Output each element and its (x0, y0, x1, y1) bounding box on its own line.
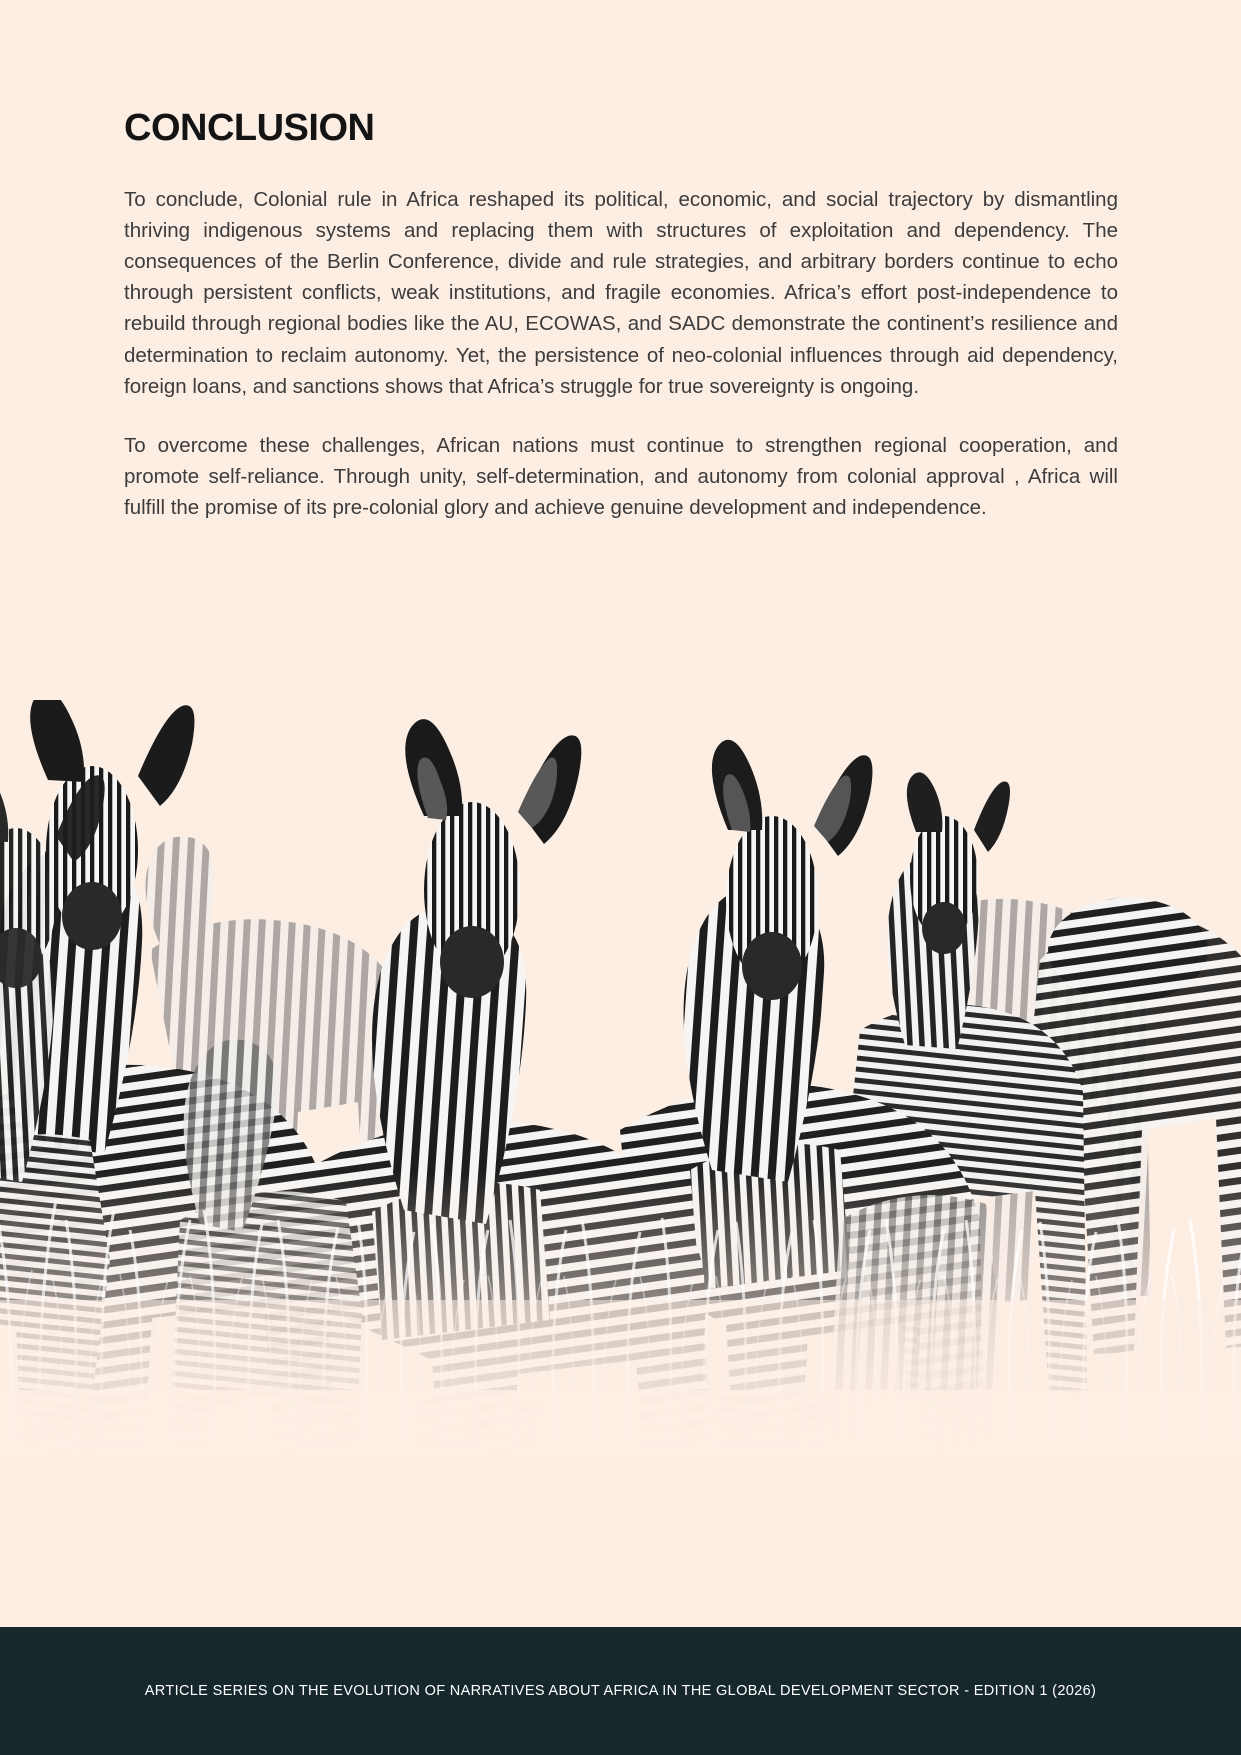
paragraph-2: To overcome these challenges, African nations must continue to strengthen regional cooperation, and promote self-reliance. Through unity, self-determination, and autonomy from colonial approval , Africa will fulfill the promise of its pre-colonial glory and achieve genuine development and independence. (124, 433, 1118, 520)
zebra-herd-illustration (0, 700, 1241, 1460)
page-title: CONCLUSION (124, 107, 375, 149)
document-body (124, 108, 1118, 523)
footer-text: ARTICLE SERIES ON THE EVOLUTION OF NARRATIVES ABOUT AFRICA IN THE GLOBAL DEVELOPMENT SECTOR - EDITION 1 (2026) (144, 1683, 1097, 1699)
paragraph-1: To conclude, Colonial rule in Africa reshaped its political, economic, and social trajectory by dismantling thriving indigenous systems and replacing them with structures of exploitation and dependency. The consequences of the Berlin Conference, divide and rule strategies, and arbitrary borders continue to echo through persistent conflicts, weak institutions, and fragile economies. Africa’s effort post-independence to rebuild through regional bodies like the AU, ECOWAS, and SADC demonstrate the continent’s resilience and determination to reclaim autonomy. Yet, the persistence of neo-colonial influences through aid dependency, foreign loans, and sanctions shows that Africa’s struggle for true sovereignty is ongoing. (124, 187, 1118, 398)
footer-bar (0, 1627, 1241, 1755)
